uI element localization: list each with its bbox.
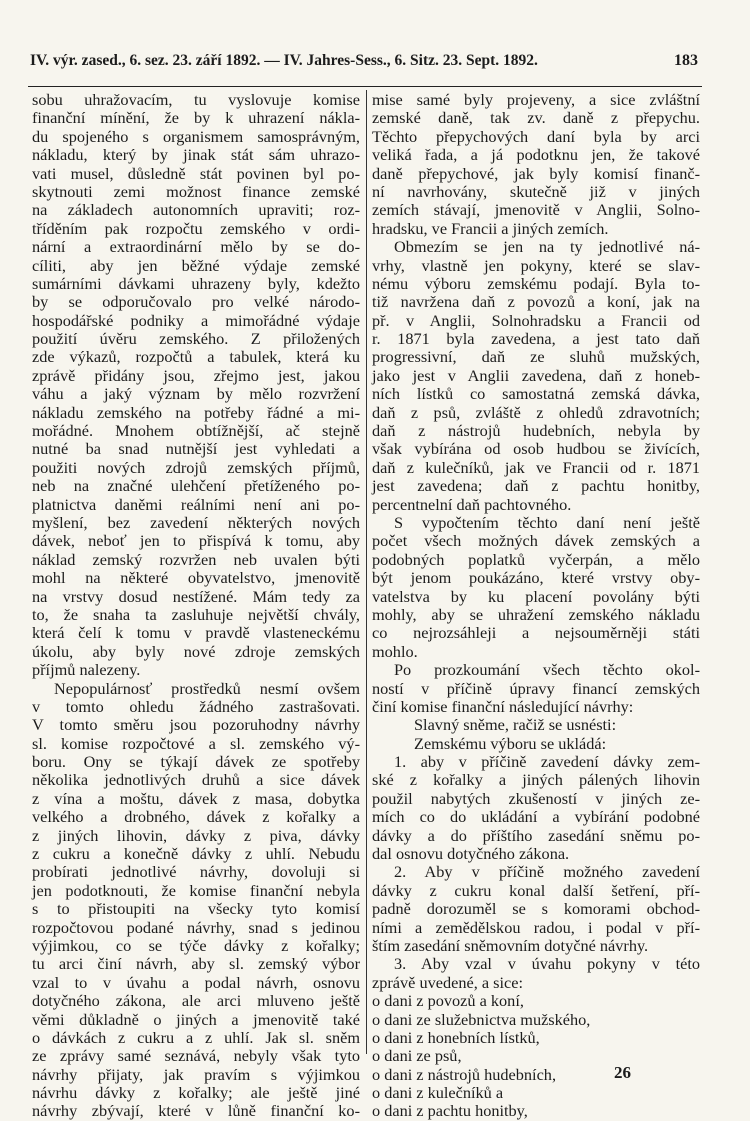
text-line: o dani ze psů, xyxy=(372,1046,462,1066)
text-line: být jenom poukázáno, které vrstvy oby- xyxy=(372,568,700,588)
text-line: nární a extraordinární mělo by se do- xyxy=(32,237,360,257)
text-line: ními a zemědělskou radou, i podal v pří- xyxy=(372,917,700,937)
text-line: nému výboru zemskému podají. Byla to- xyxy=(372,273,700,293)
text-line: sumárními dávkami uhrazeny byly, kdežto xyxy=(32,273,360,293)
text-line: ní navrhovány, skutečně již v jiných xyxy=(372,181,700,201)
text-line: jest zavedena; daň z pachtu honitby, xyxy=(372,476,700,496)
column-divider xyxy=(366,90,367,1054)
text-line: o dani z nástrojů hudebních, xyxy=(372,1064,557,1084)
text-line: mohl na některé obyvatelstvo, jmenovitě xyxy=(32,568,360,588)
text-line: Těchto přepychových daní byla by arci xyxy=(372,126,700,146)
text-line: progressivní, daň ze sluhů mužských, xyxy=(372,347,700,367)
text-line: zde výkazů, rozpočtů a tabulek, která ku xyxy=(32,347,360,367)
text-line: hradsku, ve Francii a jiných zemích. xyxy=(372,218,609,238)
text-line: du spojeného s organismem samosprávným, xyxy=(32,126,360,146)
text-line: jako jest v Anglii zavedena, daň z honeb- xyxy=(372,365,700,385)
text-line: daň z nástrojů hudebních, nebyla by xyxy=(372,421,700,441)
text-line: na vrstvy dosud nestížené. Mám tedy za xyxy=(32,586,360,606)
text-line: ské z kořalky a jiných pálených lihovin xyxy=(372,770,700,790)
text-line: veliká řada, a já podotknu jen, že takové xyxy=(372,145,700,165)
text-line: zprávě uvedené, a sice: xyxy=(372,972,523,992)
text-line: použití úvěru zemského. Z přiložených xyxy=(32,329,360,349)
text-line: úkolu, aby byly nové zdroje zemských xyxy=(32,641,360,661)
text-line: o dani ze služebnictva mužského, xyxy=(372,1009,591,1029)
text-line: štím zasedání sněmovním dotyčné návrhy. xyxy=(372,935,649,955)
text-line: to, že snaha ta zasluhuje největší chvály, xyxy=(32,604,360,624)
text-line: vatelstva by ku placení povolány býti xyxy=(372,586,700,606)
text-line: platnictva daněmi reálními není ani po- xyxy=(32,494,360,514)
text-line: o dani z pachtu honitby, xyxy=(372,1101,528,1121)
text-line: jen podotknouti, že komise finanční nebyla xyxy=(32,880,360,900)
text-line: počet všech možných dávek zemských a xyxy=(372,531,700,551)
text-line: 1. aby v příčině zavedení dávky zem- xyxy=(394,752,700,772)
text-line: mohlo. xyxy=(372,641,418,661)
text-line: cíliti, aby jen běžné výdaje zemské xyxy=(32,255,360,275)
text-line: návrhy přijaty, jak pravím s výjimkou xyxy=(32,1064,360,1084)
text-line: Zemskému výboru se ukládá: xyxy=(414,733,607,753)
text-line: tiž navržena daň z povozů a koní, jak na xyxy=(372,292,700,312)
text-line: podobných poplatků vyčerpán, a mělo xyxy=(372,549,700,569)
left-column xyxy=(32,91,360,1121)
text-line: daň z psů, zvláště z ohledů zdravotních; xyxy=(372,402,700,422)
text-line: však vybírána od osob hudbou se živících, xyxy=(372,439,700,459)
text-line: neb na značné ulehčení přetíženého po- xyxy=(32,476,360,496)
text-line: V tomto směru jsou pozoruhodny návrhy xyxy=(32,715,360,735)
text-line: nákladu, který by jinak stát sám uhrazo- xyxy=(32,145,360,165)
text-line: ze zprávy samé seznává, nebyly však tyto xyxy=(32,1046,360,1066)
text-line: r. 1871 byla zavedena, a jest tato daň xyxy=(372,329,700,349)
text-line: daně přepychové, jak byly komisí finanč- xyxy=(372,163,700,183)
text-line: vrhy, vlastně jen pokyny, které se slav- xyxy=(372,255,700,275)
text-line: daň z kulečníků, jak ve Francii od r. 1871 xyxy=(372,457,700,477)
text-line: z vína a moštu, dávek z masa, dobytka xyxy=(32,788,360,808)
header-rule xyxy=(28,86,702,87)
text-line: co nejrozsáhleji a nejsouměrněji státi xyxy=(372,623,700,643)
header-text: IV. výr. zased., 6. sez. 23. září 1892. — IV. Jahres-Sess., 6. Sitz. 23. Sept. 1892. xyxy=(30,52,538,69)
text-line: dotyčného zákona, ale arci mluveno ještě xyxy=(32,991,360,1011)
text-line: finanční mínění, že by k uhrazení nákla- xyxy=(32,108,360,128)
text-line: Po prozkoumání všech těchto okol- xyxy=(394,660,700,680)
text-line: o dani z honebních lístků, xyxy=(372,1027,540,1047)
text-line: nákladu zemského na potřeby řádné a mi- xyxy=(32,402,360,422)
text-line: ností v příčině úpravy financí zemských xyxy=(372,678,700,698)
text-line: percentnelní daň pachtovného. xyxy=(372,494,572,514)
text-line: použil nabytých zkušeností v jiných ze- xyxy=(372,788,700,808)
text-line: použiti nových zdrojů zemských příjmů, xyxy=(32,457,360,477)
text-line: Nepopulárnosť prostředků nesmí ovšem xyxy=(54,678,360,698)
page-number: 183 xyxy=(674,52,698,69)
text-line: zemské daně, tak zv. daně z přepychu. xyxy=(372,108,700,128)
text-line: Obmezím se jen na ty jednotlivé ná- xyxy=(394,237,700,257)
signature-mark: 26 xyxy=(614,1063,631,1082)
text-line: nutné ba snad nutnější jest vyhledati a xyxy=(32,439,360,459)
text-line: o dani z povozů a koní, xyxy=(372,991,524,1011)
text-line: 2. Aby v příčině možného zavedení xyxy=(394,862,700,882)
text-line: dal osnovu dotyčného zákona. xyxy=(372,844,570,864)
text-line: Slavný sněme, račiž se usnésti: xyxy=(414,715,617,735)
text-line: o dávkách z cukru a z uhlí. Jak sl. sněm xyxy=(32,1027,360,1047)
text-line: o dani z kulečníků a xyxy=(372,1083,504,1103)
text-line: s to přistoupiti na všecky tyto komisí xyxy=(32,899,360,919)
text-line: z jiných lihovin, dávky z piva, dávky xyxy=(32,825,360,845)
text-line: mohly, aby se uhražení zemského nákladu xyxy=(372,604,700,624)
text-line: výjimkou, co se týče dávky z kořalky; xyxy=(32,935,360,955)
text-line: vati musel, důsledně stát povinen byl po- xyxy=(32,163,360,183)
text-line: velkého a drobného, dávek z kořalky a xyxy=(32,807,360,827)
text-line: by se odporučovalo pro velké národo- xyxy=(32,292,360,312)
text-line: probírati jednotlivé návrhy, dovoluji si xyxy=(32,862,360,882)
text-line: mích co do ukládání a vybírání podobné xyxy=(372,807,700,827)
text-line: několika jednotlivých druhů a sice dávek xyxy=(32,770,360,790)
text-line: hospodářské podniky a mimořádné výdaje xyxy=(32,310,360,330)
text-line: zemích stávají, jmenovitě v Anglii, Solno- xyxy=(372,200,700,220)
text-line: která čelí k tomu v pravdě vlasteneckému xyxy=(32,623,360,643)
text-line: zprávě přidány jsou, zřejmo jest, jakou xyxy=(32,365,360,385)
text-line: př. v Anglii, Solnohradsku a Francii od xyxy=(372,310,700,330)
text-line: dávky a do příštího zasedání sněmu po- xyxy=(372,825,700,845)
text-line: ních lístků co samostatná zemská dávka, xyxy=(372,384,700,404)
text-line: na základech autonomních upraviti; roz- xyxy=(32,200,360,220)
text-line: náklad zemský rozvržen neb uvalen býti xyxy=(32,549,360,569)
text-line: dávky z cukru konal další šetření, pří- xyxy=(372,880,700,900)
text-line: padně dorozuměl se s komorami obchod- xyxy=(372,899,700,919)
text-line: rozpočtovou podané návrhy, snad s jedinou xyxy=(32,917,360,937)
text-line: z cukru a konečně dávky z uhlí. Nebudu xyxy=(32,844,360,864)
text-line: sl. komise rozpočtové a sl. zemského vý- xyxy=(32,733,360,753)
text-line: tříděním pak rozpočtu zemského v ordi- xyxy=(32,218,360,238)
text-line: boru. Ony se týkají dávek ze spotřeby xyxy=(32,752,360,772)
text-line: návrhy zbývají, které v lůně finanční ko- xyxy=(32,1101,360,1121)
text-line: S vypočtením těchto daní není ještě xyxy=(394,512,700,532)
text-line: mise samé byly projeveny, a sice zvláštní xyxy=(372,90,700,109)
text-line: myšlení, bez zavedení některých nových xyxy=(32,512,360,532)
text-line: dávek, neboť jen to přispívá k tomu, aby xyxy=(32,531,360,551)
text-line: v tomto ohledu žádného zastrašovati. xyxy=(32,696,360,716)
text-line: činí komise finanční následující návrhy: xyxy=(372,696,634,716)
running-header xyxy=(30,52,698,70)
text-line: 3. Aby vzal v úvahu pokyny v této xyxy=(394,954,700,974)
text-line: návrhu dávky z kořalky; ale ještě jiné xyxy=(32,1083,360,1103)
right-column xyxy=(372,91,700,1121)
text-line: věmi důkladně o jiných a jmenovitě také xyxy=(32,1009,360,1029)
text-line: tu arci činí návrh, aby sl. zemský výbor xyxy=(32,954,360,974)
text-line: příjmů nalezeny. xyxy=(32,660,141,680)
text-line: mořádné. Mnohem obtížnější, ač stejně xyxy=(32,421,360,441)
text-line: sobu uhražovacím, tu vyslovuje komise xyxy=(32,90,360,109)
text-line: váhu a jaký význam by mělo rozvržení xyxy=(32,384,360,404)
text-line: skytnouti zemi možnost finance zemské xyxy=(32,181,360,201)
text-line: vzal to v úvahu a podal návrh, osnovu xyxy=(32,972,360,992)
